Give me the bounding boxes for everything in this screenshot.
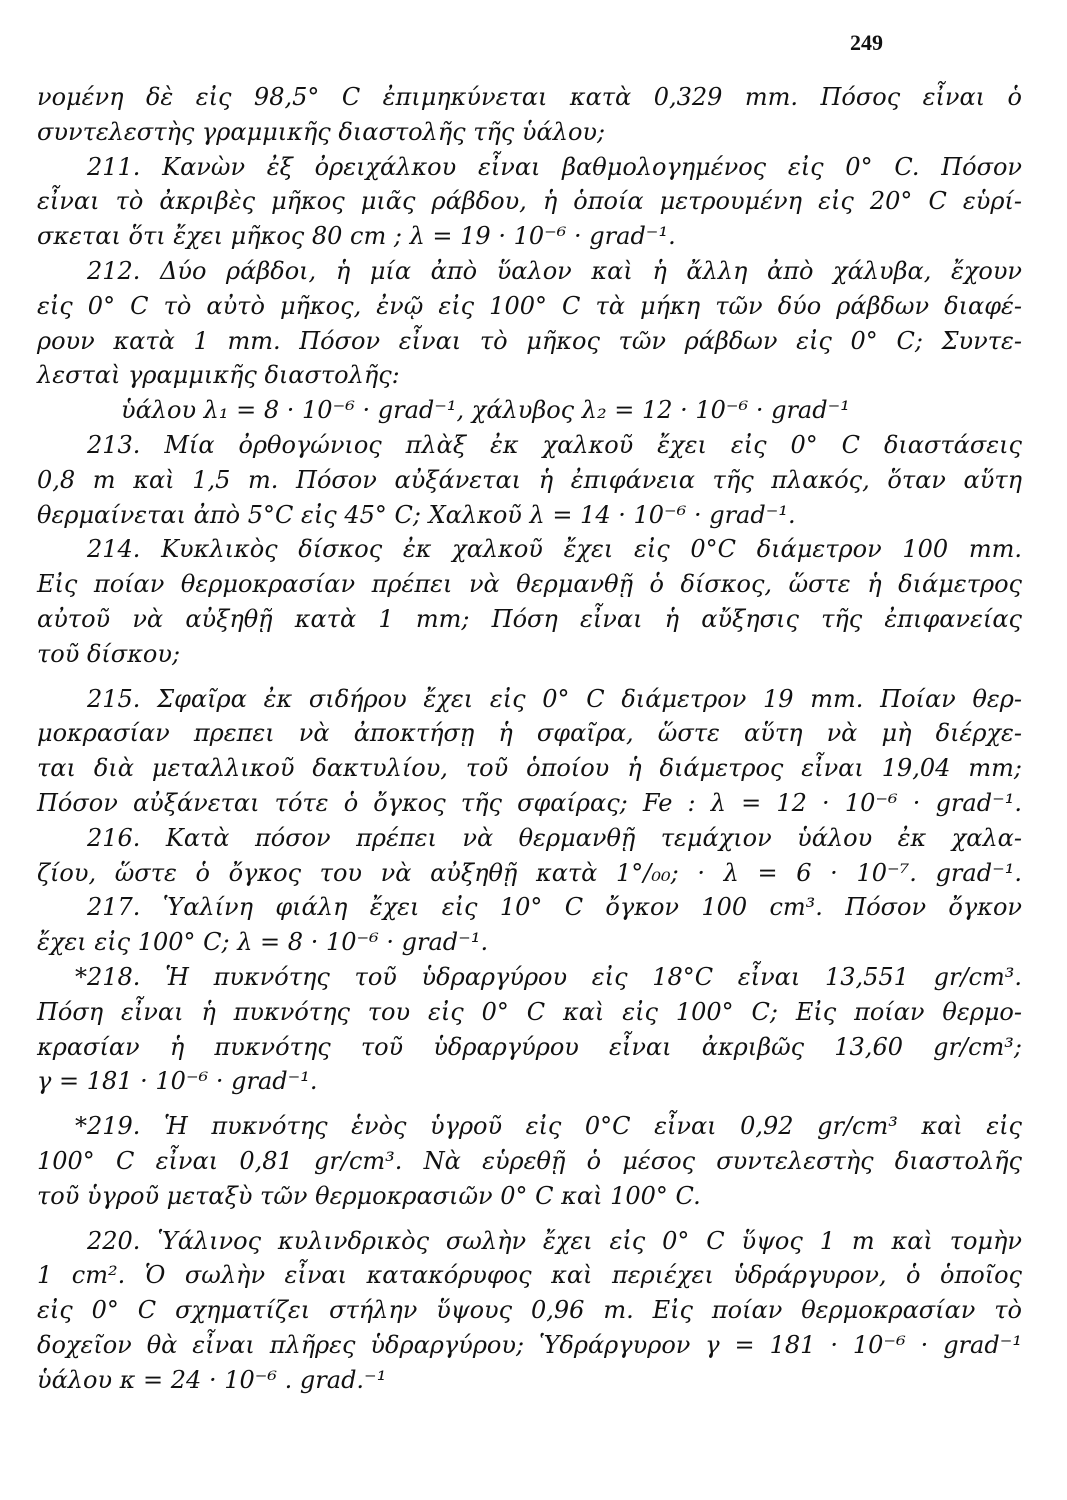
text-line: Εἰς ποίαν θερμοκρασίαν πρέπει νὰ θερμανθῇ ὁ δίσκος, ὥστε ἡ διάμετρος [37,570,1022,599]
paragraph-gap [37,672,1022,682]
text-line: σκεται ὅτι ἔχει μῆκος 80 cm ; λ = 19 · 10⁻⁶ · grad⁻¹. [37,222,676,251]
text-line: αὐτοῦ νὰ αὐξηθῇ κατὰ 1 mm; Πόση εἶναι ἡ αὔξησις τῆς ἐπιφανείας [37,604,1022,633]
text-line: τοῦ δίσκου; [37,639,181,668]
text-line: 214. Κυκλικὸς δίσκος ἐκ χαλκοῦ ἔχει εἰς 0°C διάμετρον 100 mm. [87,535,1022,564]
paragraph-gap [37,1099,1022,1109]
text-line: 216. Κατὰ πόσον πρέπει νὰ θερμανθῇ τεμάχιον ὑάλου ἐκ χαλα- [87,823,1022,852]
text-line: Πόσον αὐξάνεται τότε ὁ ὄγκος τῆς σφαίρας; Fe : λ = 12 · 10⁻⁶ · grad⁻¹. [37,788,1022,817]
text-line: 1 cm². Ὁ σωλὴν εἶναι κατακόρυφος καὶ περιέχει ὑδράργυρον, ὁ ὁποῖος [37,1261,1022,1290]
text-line: *218. Ἡ πυκνότης τοῦ ὑδραργύρου εἰς 18°C εἶναι 13,551 gr/cm³. [75,962,1022,991]
text-line: 217. Ὑαλίνη φιάλη ἔχει εἰς 10° C ὄγκον 100 cm³. Πόσον ὄγκον [87,893,1022,922]
text-line: 220. Ὑάλινος κυλινδρικὸς σωλὴν ἔχει εἰς 0° C ὕψος 1 m καὶ τομὴν [87,1226,1022,1255]
text-line: *219. Ἡ πυκνότης ἑνὸς ὑγροῦ εἰς 0°C εἶναι 0,92 gr/cm³ καὶ εἰς [75,1112,1022,1141]
text-line: 212. Δύο ράβδοι, ἡ μία ἀπὸ ὕαλον καὶ ἡ ἄλλη ἀπὸ χάλυβα, ἔχουν [87,256,1022,285]
text-line: 215. Σφαῖρα ἐκ σιδήρου ἔχει εἰς 0° C διάμετρον 19 mm. Ποίαν θερ- [87,684,1022,713]
text-line: ρουν κατὰ 1 mm. Πόσον εἶναι τὸ μῆκος τῶν ράβδων εἰς 0° C; Συντε- [37,326,1022,355]
text-line: ζίου, ὥστε ὁ ὄγκος του νὰ αὐξηθῇ κατὰ 1°/₀₀; · λ = 6 · 10⁻⁷. grad⁻¹. [37,858,1022,887]
text-line: γ = 181 · 10⁻⁶ · grad⁻¹. [37,1067,318,1096]
text-line: Πόση εἶναι ἡ πυκνότης του εἰς 0° C καὶ εἰς 100° C; Εἰς ποίαν θερμο- [37,997,1022,1026]
text-line: εἰς 0° C σχηματίζει στήλην ὕψους 0,96 m. Εἰς ποίαν θερμοκρασίαν τὸ [37,1296,1022,1325]
text-line: θερμαίνεται ἀπὸ 5°C εἰς 45° C; Χαλκοῦ λ = 14 · 10⁻⁶ · grad⁻¹. [37,500,796,529]
text-line: 0,8 m καὶ 1,5 m. Πόσον αὐξάνεται ἡ ἐπιφάνεια τῆς πλακός, ὅταν αὕτη [37,465,1022,494]
text-line: εἶναι τὸ ἀκριβὲς μῆκος μιᾶς ράβδου, ἡ ὁποία μετρουμένη εἰς 20° C εὑρί- [37,187,1022,216]
text-line: μοκρασίαν πρεπει νὰ ἀποκτήσῃ ἡ σφαῖρα, ὥστε αὕτη νὰ μὴ διέρχε- [37,719,1022,748]
text-line: λεσταὶ γραμμικῆς διαστολῆς: [37,361,400,390]
text-line: νομένη δὲ εἰς 98,5° C ἐπιμηκύνεται κατὰ 0,329 mm. Πόσος εἶναι ὁ [37,83,1022,111]
text-line: δοχεῖον θὰ εἶναι πλῆρες ὑδραργύρου; Ὑδράργυρον γ = 181 · 10⁻⁶ · grad⁻¹ [37,1330,1022,1359]
problem-text [37,80,1022,1397]
text-line: εἰς 0° C τὸ αὐτὸ μῆκος, ἐνῷ εἰς 100° C τὰ μήκη τῶν δύο ράβδων διαφέ- [37,291,1022,320]
text-line: 211. Κανὼν ἐξ ὀρειχάλκου εἶναι βαθμολογημένος εἰς 0° C. Πόσον [87,152,1022,181]
text-line: συντελεστὴς γραμμικῆς διαστολῆς τῆς ὑάλου; [37,117,606,146]
text-line: τοῦ ὑγροῦ μεταξὺ τῶν θερμοκρασιῶν 0° C καὶ 100° C. [37,1181,701,1210]
text-line: 100° C εἶναι 0,81 gr/cm³. Νὰ εὑρεθῇ ὁ μέσος συντελεστὴς διαστολῆς [37,1146,1022,1175]
text-line: ἔχει εἰς 100° C; λ = 8 · 10⁻⁶ · grad⁻¹. [37,928,489,957]
page-number: 249 [850,30,883,55]
text-line: ται διὰ μεταλλικοῦ δακτυλίου, τοῦ ὁποίου ἡ διάμετρος εἶναι 19,04 mm; [37,754,1022,783]
text-line: 213. Μία ὀρθογώνιος πλὰξ ἐκ χαλκοῦ ἔχει εἰς 0° C διαστάσεις [87,430,1022,459]
text-line: κρασίαν ἡ πυκνότης τοῦ ὑδραργύρου εἶναι ἀκριβῶς 13,60 gr/cm³; [37,1032,1022,1061]
paragraph-gap [37,1214,1022,1224]
text-line: ὑάλου κ = 24 · 10⁻⁶ . grad.⁻¹ [37,1365,387,1394]
text-line: ὑάλου λ₁ = 8 · 10⁻⁶ · grad⁻¹, χάλυβος λ₂ = 12 · 10⁻⁶ · grad⁻¹ [121,396,850,425]
